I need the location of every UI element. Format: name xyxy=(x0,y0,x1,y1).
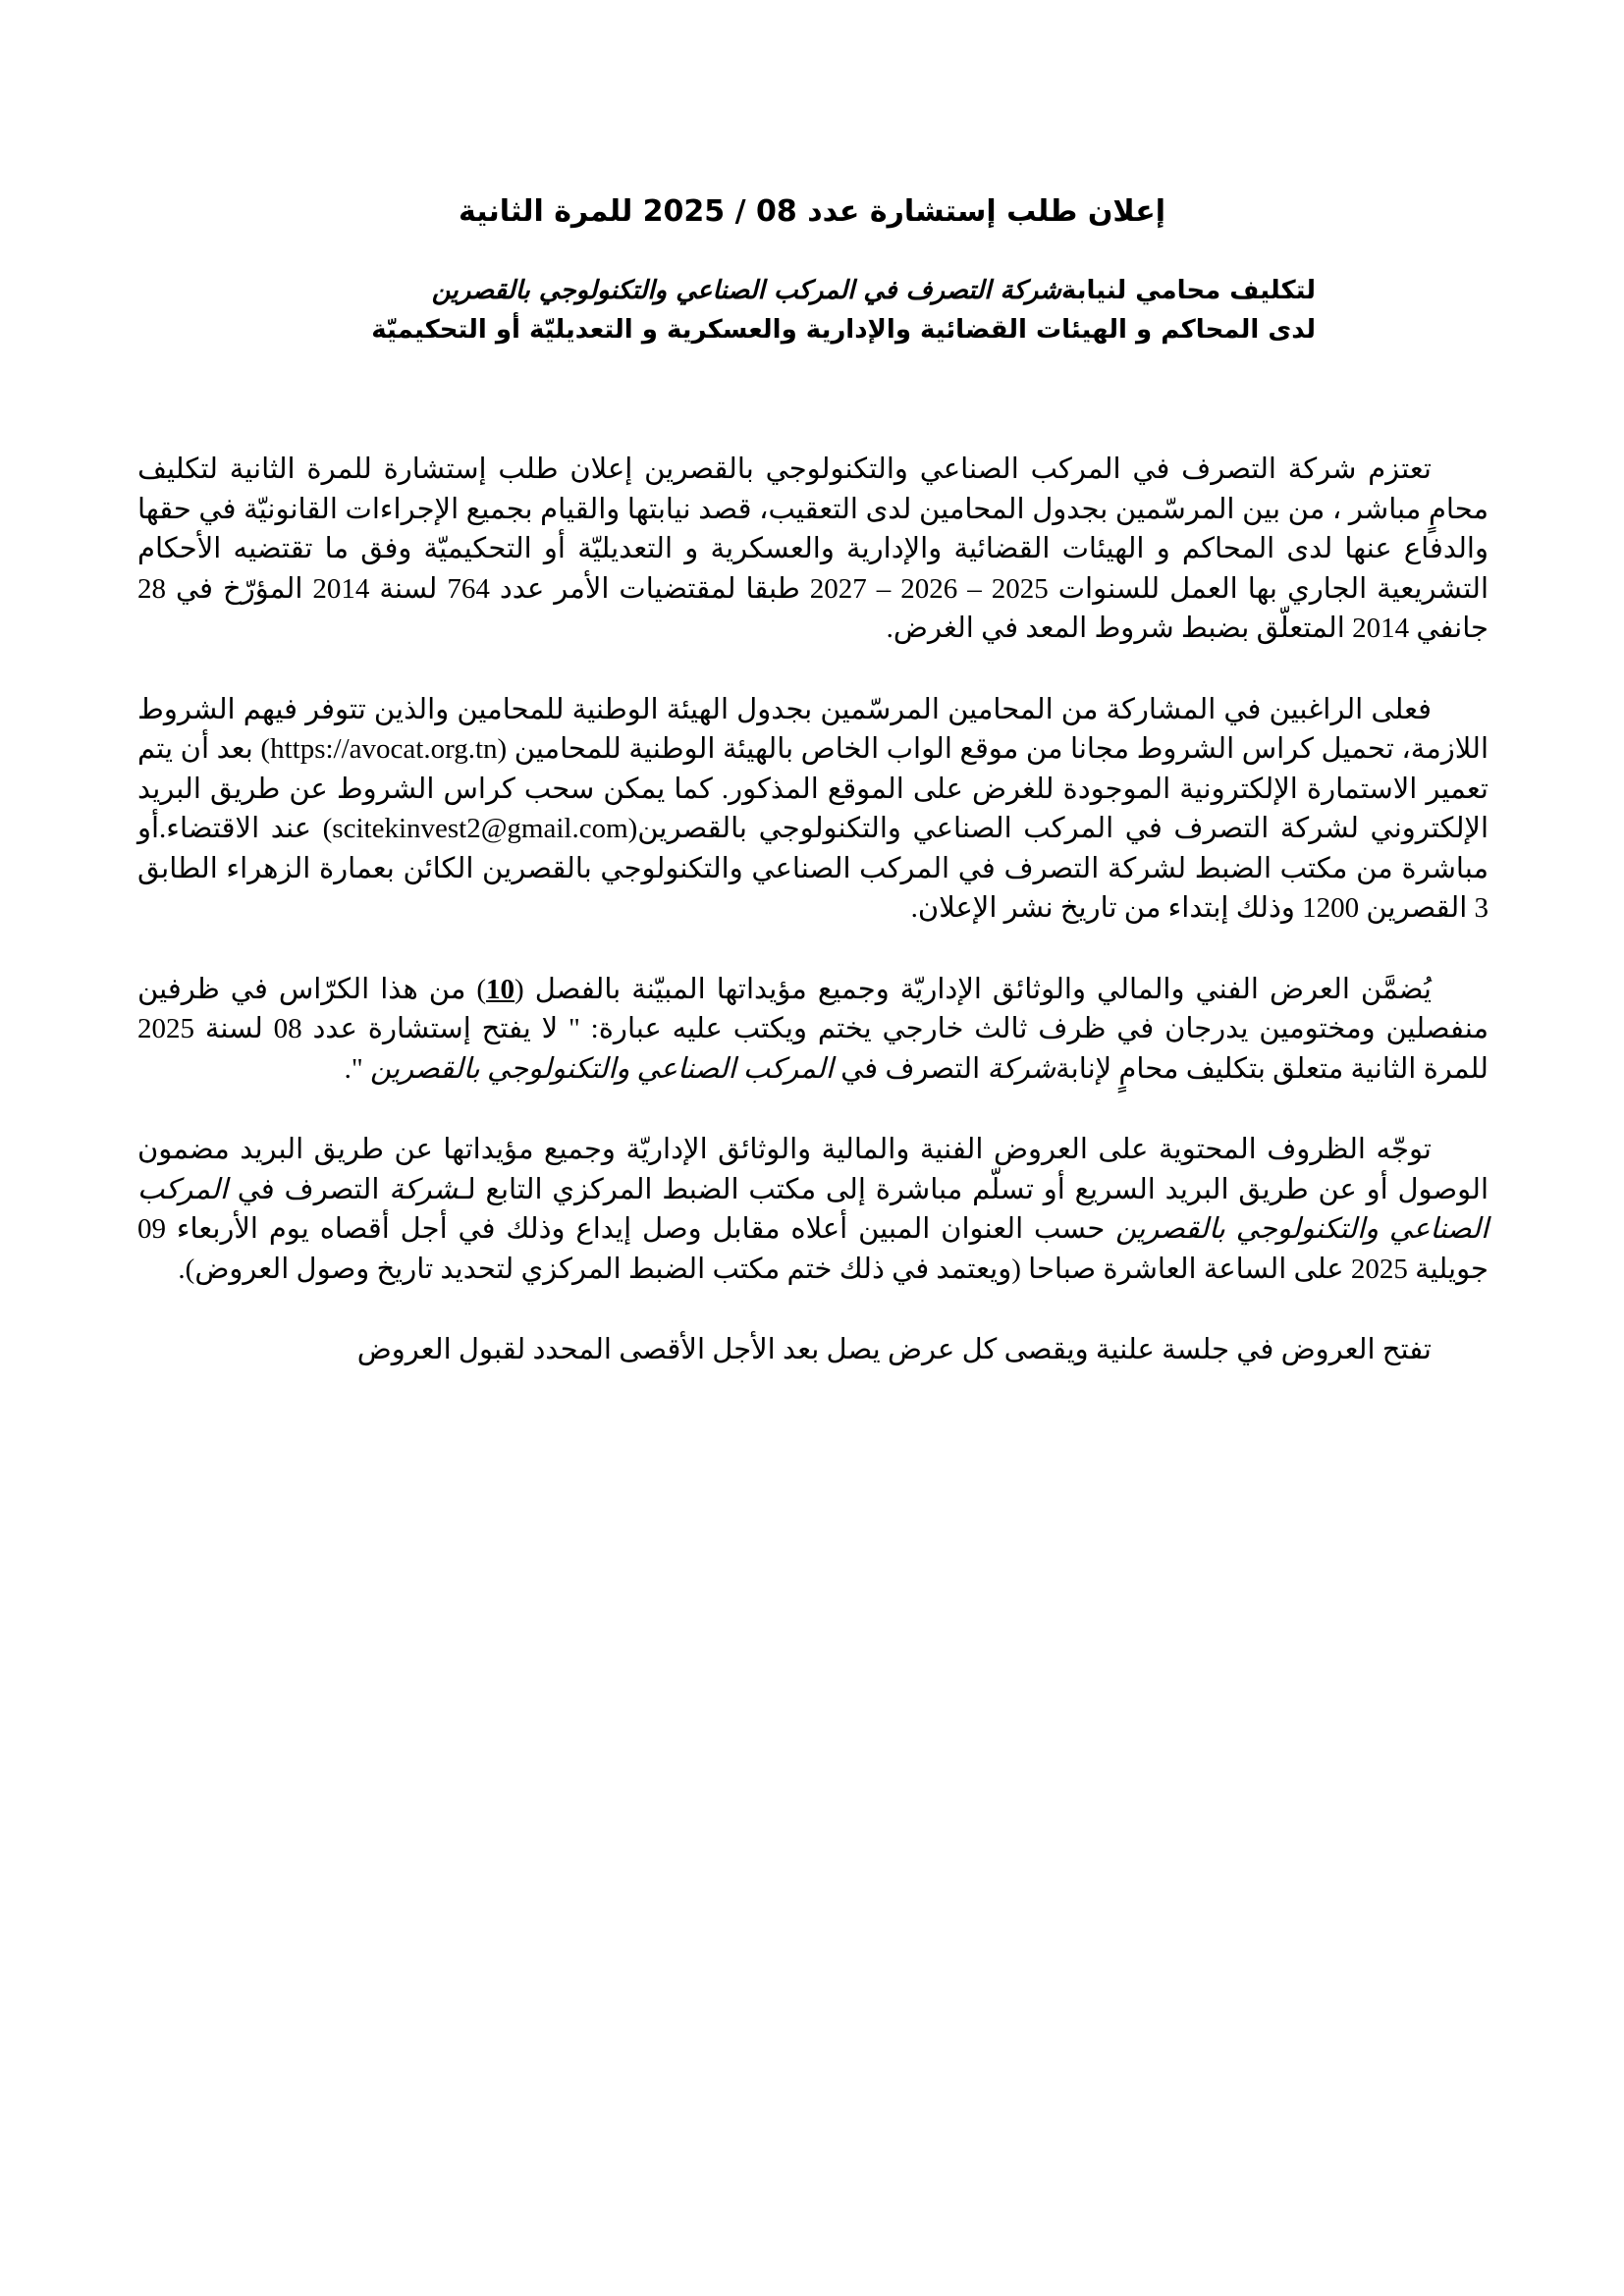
subtitle-line-1-prefix: لتكليف محامي لنيابة xyxy=(1060,276,1316,305)
p4-b: التصرف في xyxy=(227,1173,390,1205)
document-subtitle xyxy=(314,271,1316,349)
paragraph-envelope-contents xyxy=(137,970,1489,1090)
p3-middle: ) من هذا الكرّاس في ظرفين منفصلين ومختومين يدرجان في ظرف ثالث خارجي يختم ويكتب عليه عبارة: " لا يفتح إستشارة عدد 08 لسنة 2025 للمرة الثانية متعلق بتكليف محامٍ لإنابة xyxy=(137,973,1489,1085)
paragraph-opening-session: تفتح العروض في جلسة علنية ويقصى كل عرض يصل بعد الأجل الأقصى المحدد لقبول العروض xyxy=(356,1334,1432,1365)
p3-before: يُضمَّن العرض الفني والمالي والوثائق الإداريّة وجميع مؤيداتها المبيّنة بالفصل ( xyxy=(514,973,1432,1005)
p3-italic-company: شركة xyxy=(987,1052,1056,1085)
paragraph-intent: تعتزم شركة التصرف في المركب الصناعي والتكنولوجي بالقصرين إعلان طلب إستشارة للمرة الثانية لتكليف محامٍ مباشر ، من بين المرسّمين بجدول المحامين لدى التعقيب، قصد نيابتها والقيام بجميع الإجراءات القانونيّة في حقها والدفاع عنها لدى المحاكم و الهيئات القضائية والإدارية والعسكرية و التعديليّة أو التحكيميّة وفق ما تقتضيه الأحكام التشريعية الجاري بها العمل للسنوات 2025 – 2026 – 2027 طبقا لمقتضيات الأمر عدد 764 لسنة 2014 المؤرّخ في 28 جانفي 2014 المتعلّق بضبط شروط المعد في الغرض. xyxy=(137,454,1489,644)
p4-italic-company: شركة xyxy=(389,1173,460,1205)
p3-plain: التصرف في xyxy=(833,1052,988,1085)
p4-a: توجّه الظروف المحتوية على العروض الفنية والمالية والوثائق الإداريّة وجميع مؤيداتها عن طريق البريد مضمون الوصول أو عن طريق البريد السريع أو تسلّم مباشرة إلى مكتب الضبط المركزي التابع لـ xyxy=(137,1134,1489,1205)
document-body xyxy=(137,450,1489,1370)
subtitle-line-2: لدى المحاكم و الهيئات القضائية والإدارية والعسكرية و التعديليّة أو التحكيميّة xyxy=(371,315,1316,345)
article-number: 10 xyxy=(486,973,515,1005)
p3-end: ". xyxy=(344,1052,370,1085)
subtitle-line-1 xyxy=(314,271,1316,310)
subtitle-company-name: شركة التصرف في المركب الصناعي والتكنولوجي بالقصرين xyxy=(431,276,1061,305)
p4-italic-complex: المركب الصناعي والتكنولوجي بالقصرين xyxy=(137,1173,1489,1245)
document-title: إعلان طلب إستشارة عدد 08 / 2025 للمرة الثانية xyxy=(459,194,1165,229)
p4-c: حسب العنوان المبين أعلاه مقابل وصل إيداع وذلك في أجل أقصاه يوم الأربعاء 09 جويلية 2025 على الساعة العاشرة صباحا (ويعتمد في ذلك ختم مكتب الضبط المركزي لتحديد تاريخ وصول العروض). xyxy=(137,1213,1489,1285)
paragraph-submission xyxy=(137,1130,1489,1289)
paragraph-download-terms: فعلى الراغبين في المشاركة من المحامين المرسّمين بجدول الهيئة الوطنية للمحامين والذين تتوفر فيهم الشروط اللازمة، تحميل كراس الشروط مجانا من موقع الواب الخاص بالهيئة الوطنية للمحامين (https://avocat.org.tn) بعد أن يتم تعمير الاستمارة الإلكترونية الموجودة للغرض على الموقع المذكور. كما يمكن سحب كراس الشروط عن طريق البريد الإلكتروني لشركة التصرف في المركب الصناعي والتكنولوجي بالقصرين(scitekinvest2@gmail.com) عند الاقتضاء.أو مباشرة من مكتب الضبط لشركة التصرف في المركب الصناعي والتكنولوجي بالقصرين الكائن بعمارة الزهراء الطابق 3 القصرين 1200 وذلك إبتداء من تاريخ نشر الإعلان. xyxy=(137,693,1489,924)
p3-italic-complex: المركب الصناعي والتكنولوجي بالقصرين xyxy=(369,1052,834,1085)
